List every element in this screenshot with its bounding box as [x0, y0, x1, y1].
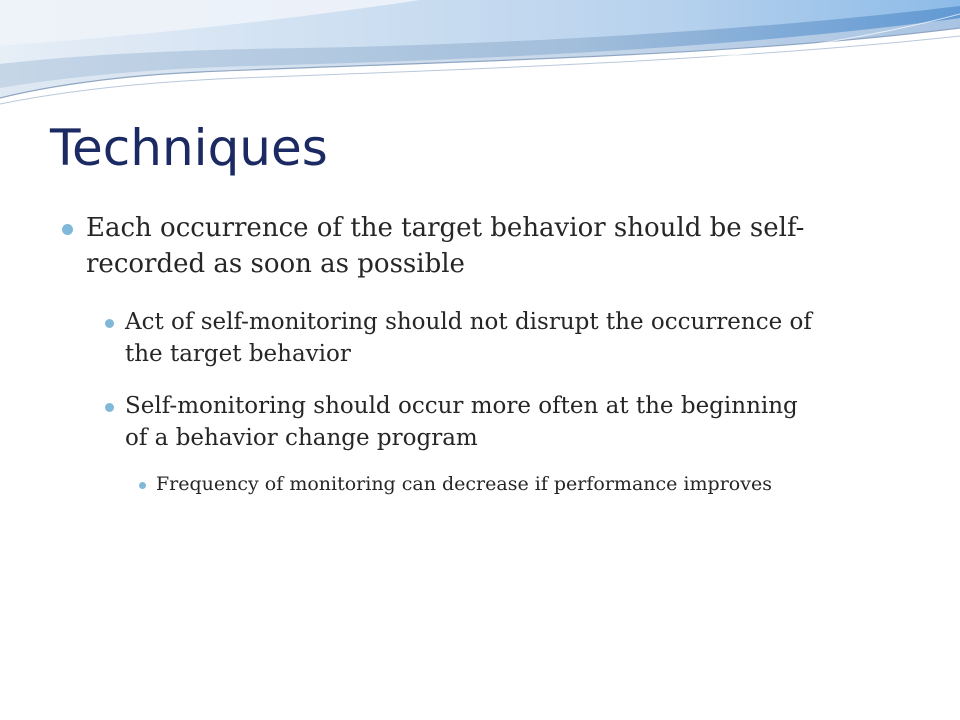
bullet-item-level-2	[125, 306, 825, 370]
bullet-dot-icon	[105, 403, 114, 412]
bullet-text: Frequency of monitoring can decrease if performance improves	[156, 473, 772, 495]
bullet-item-level-3	[156, 470, 836, 499]
bullet-dot-icon	[139, 482, 146, 489]
bullet-dot-icon	[105, 319, 114, 328]
bullet-text: Act of self-monitoring should not disrupt the occurrence of the target behavior	[125, 309, 812, 367]
bullet-text: Each occurrence of the target behavior should be self-recorded as soon as possible	[86, 213, 805, 279]
bullet-dot-icon	[62, 224, 73, 235]
bullet-item-level-1	[86, 210, 906, 282]
bullet-item-level-2	[125, 390, 825, 454]
slide-title: Techniques	[50, 119, 328, 177]
bullet-text: Self-monitoring should occur more often at the beginning of a behavior change program	[125, 393, 798, 451]
header-wave-decoration	[0, 0, 960, 110]
